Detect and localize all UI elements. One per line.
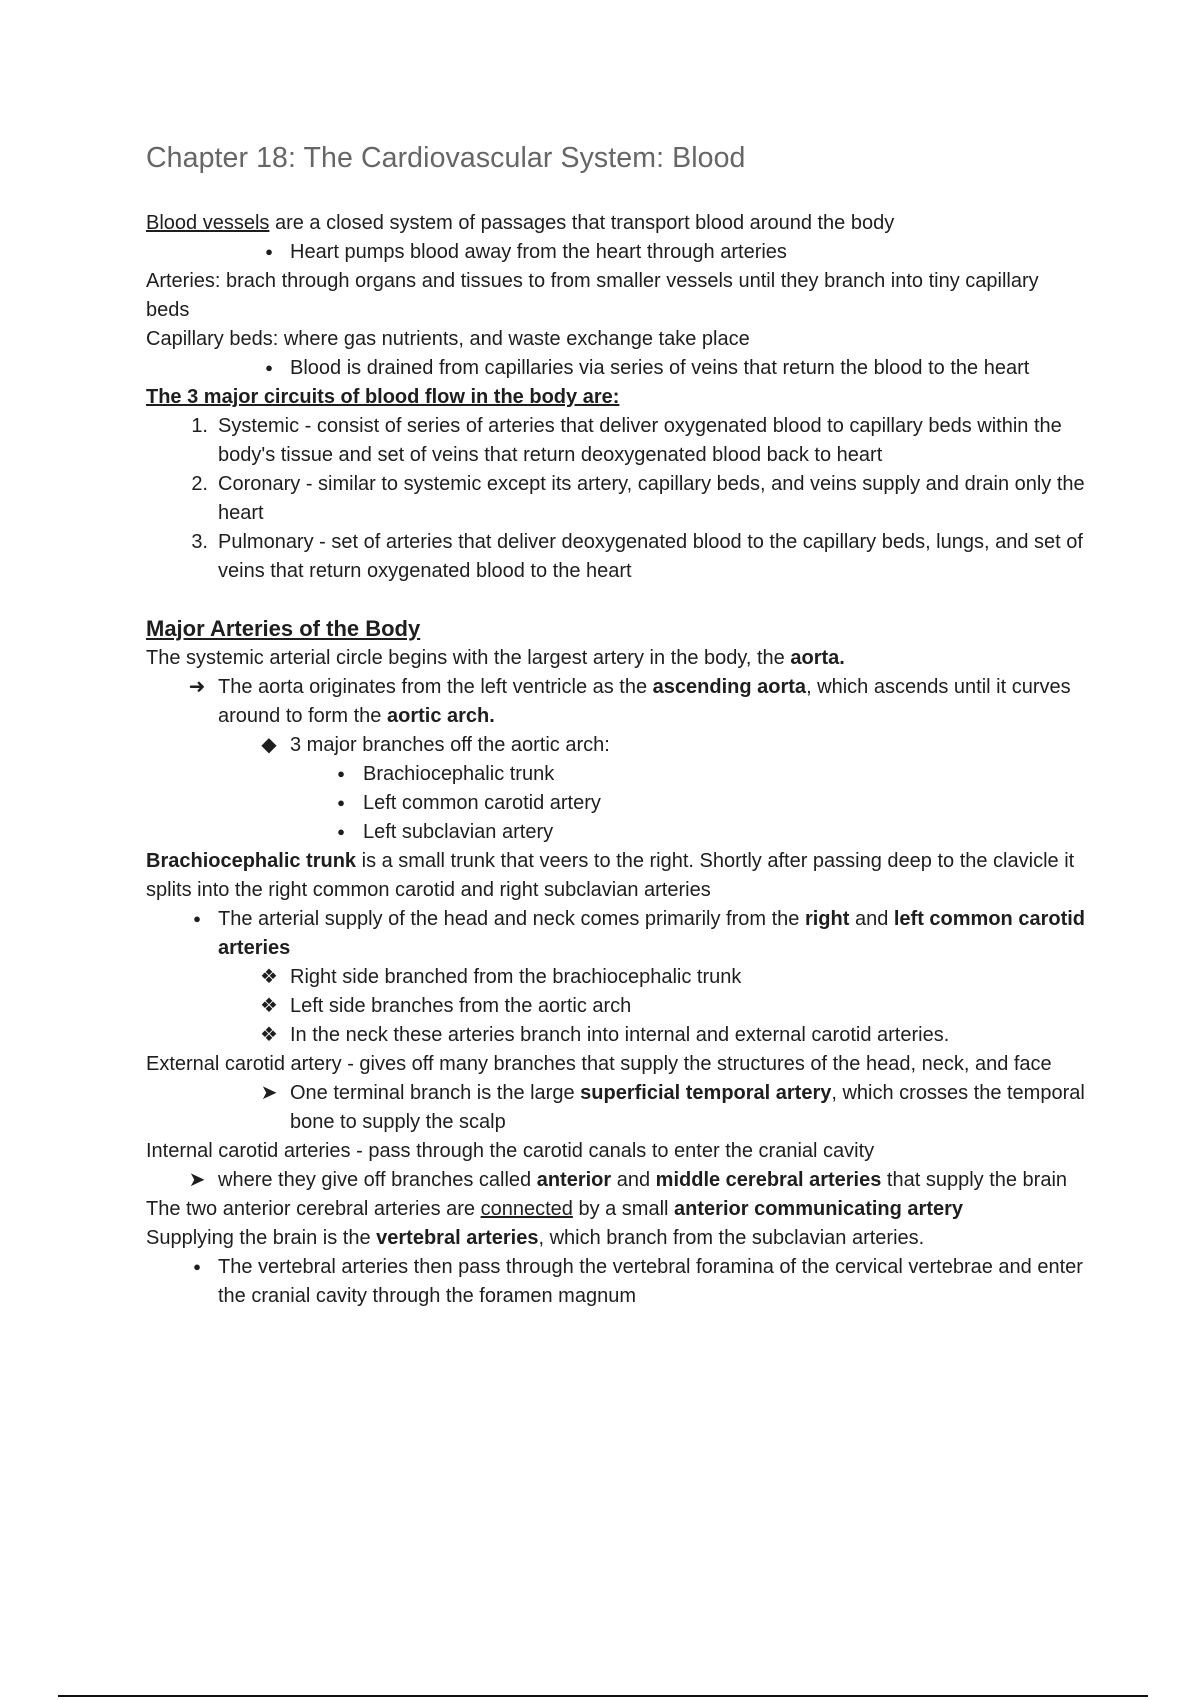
bullet-icon [254, 238, 284, 268]
brachio-paragraph [146, 847, 1086, 905]
text-run: by a small [572, 1198, 675, 1220]
arrowhead-icon: ➤ [188, 1169, 206, 1191]
arteries-paragraph: Arteries: brach through organs and tissues to from smaller vessels until they branch into tiny capillary beds [146, 270, 1039, 321]
text-run: The aorta originates from the left ventricle as the [218, 676, 653, 698]
bullet-icon [254, 354, 284, 384]
intro-rest: are a closed system of passages that transport blood around the body [269, 212, 895, 234]
list-item [146, 1166, 1086, 1195]
bullet-icon [182, 905, 212, 935]
text-run: One terminal branch is the large [290, 1082, 581, 1104]
numbered-item [146, 470, 1086, 528]
bottom-divider [58, 1695, 1148, 1697]
intro-term: Blood vessels [146, 212, 270, 234]
list-item-text: Brachiocephalic trunk [363, 763, 555, 785]
text-run: and [611, 1169, 656, 1191]
text-run: Supplying the brain is the [146, 1227, 377, 1249]
list-item [146, 760, 1086, 789]
vertebral-paragraph [146, 1224, 1086, 1253]
list-item [146, 354, 1086, 383]
text-run: , which crosses the temporal bone to supply the scalp [290, 1082, 1085, 1133]
text-run: is a small trunk that veers to the right. Shortly after passing deep to the clavicle it splits into the right common carotid and right subclavian arteries [146, 850, 1075, 901]
list-item [146, 905, 1086, 963]
list-item-text: Left subclavian artery [363, 821, 554, 843]
list-item-text: Right side branched from the brachiocephalic trunk [290, 966, 742, 988]
circuits-heading: The 3 major circuits of blood flow in the body are: [146, 386, 620, 408]
page-title: Chapter 18: The Cardiovascular System: Blood [146, 142, 746, 174]
bold-term: aortic arch. [386, 705, 495, 727]
intro-paragraph [146, 209, 1086, 238]
arrowhead-icon: ➤ [260, 1082, 278, 1104]
list-item-text: Left common carotid artery [363, 792, 601, 814]
bold-term: ascending aorta [652, 676, 807, 698]
text-run: The arterial supply of the head and neck comes primarily from the [218, 908, 805, 930]
text-run: The two anterior cerebral arteries are [146, 1198, 481, 1220]
text-run: , which branch from the subclavian arteries. [538, 1227, 925, 1249]
item-text: Systemic - consist of series of arteries that deliver oxygenated blood to capillary beds within the body's tissue and set of veins that return deoxygenated blood back to heart [218, 415, 1062, 466]
communicating-paragraph [146, 1195, 1086, 1224]
numbered-item [146, 528, 1086, 586]
capillary-paragraph: Capillary beds: where gas nutrients, and waste exchange take place [146, 328, 750, 350]
list-item-text: Blood is drained from capillaries via series of veins that return the blood to the heart [290, 357, 1030, 379]
aorta-paragraph [146, 644, 1086, 673]
item-text: Pulmonary - set of arteries that deliver deoxygenated blood to the capillary beds, lungs, and set of veins that return oxygenated blood to the heart [218, 531, 1083, 582]
text-run: that supply the brain [881, 1169, 1068, 1191]
diamond-icon: ◆ [261, 734, 277, 756]
four-diamond-icon: ❖ [260, 1024, 278, 1046]
bullet-icon [326, 789, 356, 819]
bold-term: right [804, 908, 850, 930]
list-item [146, 992, 1086, 1021]
list-item [146, 673, 1086, 731]
document-page [146, 142, 1086, 1311]
major-arteries-heading: Major Arteries of the Body [146, 616, 421, 641]
bold-term: anterior [536, 1169, 612, 1191]
external-carotid-paragraph: External carotid artery - gives off many branches that supply the structures of the head, neck, and face [146, 1053, 1052, 1075]
right-arrow-icon: ➜ [188, 676, 206, 698]
bold-term: aorta. [790, 647, 845, 669]
list-item [146, 1253, 1086, 1311]
text-run: where they give off branches called [218, 1169, 537, 1191]
list-item [146, 963, 1086, 992]
list-item [146, 731, 1086, 760]
bullet-icon [326, 818, 356, 848]
list-item [146, 238, 1086, 267]
item-text: Coronary - similar to systemic except its artery, capillary beds, and veins supply and drain only the heart [218, 473, 1085, 524]
bold-term: vertebral arteries [376, 1227, 539, 1249]
text-run: , which ascends until it curves around to form the [218, 676, 1071, 727]
numbered-item [146, 412, 1086, 470]
four-diamond-icon: ❖ [260, 995, 278, 1017]
item-number: 2. [191, 473, 208, 495]
bold-term: anterior communicating artery [674, 1198, 964, 1220]
list-item [146, 818, 1086, 847]
internal-carotid-paragraph: Internal carotid arteries - pass through the carotid canals to enter the cranial cavity [146, 1140, 875, 1162]
list-item [146, 1079, 1086, 1137]
list-item-text: Heart pumps blood away from the heart through arteries [290, 241, 787, 263]
text-run: and [849, 908, 894, 930]
list-item [146, 1021, 1086, 1050]
underlined-term: connected [480, 1198, 573, 1220]
list-item-text: Left side branches from the aortic arch [290, 995, 632, 1017]
bullet-icon [326, 760, 356, 790]
bullet-icon [182, 1253, 212, 1283]
list-item [146, 789, 1086, 818]
bold-term: middle cerebral arteries [655, 1169, 882, 1191]
four-diamond-icon: ❖ [260, 966, 278, 988]
list-item-text: The vertebral arteries then pass through the vertebral foramina of the cervical vertebrae and enter the cranial cavity through the foramen magnum [218, 1256, 1083, 1307]
item-number: 3. [191, 531, 208, 553]
bold-term: left common carotid arteries [218, 908, 1086, 959]
bold-term: Brachiocephalic trunk [146, 850, 357, 872]
list-item-text: 3 major branches off the aortic arch: [290, 734, 610, 756]
text-run: The systemic arterial circle begins with the largest artery in the body, the [146, 647, 791, 669]
bold-term: superficial temporal artery [580, 1082, 832, 1104]
list-item-text: In the neck these arteries branch into internal and external carotid arteries. [290, 1024, 950, 1046]
item-number: 1. [191, 415, 208, 437]
